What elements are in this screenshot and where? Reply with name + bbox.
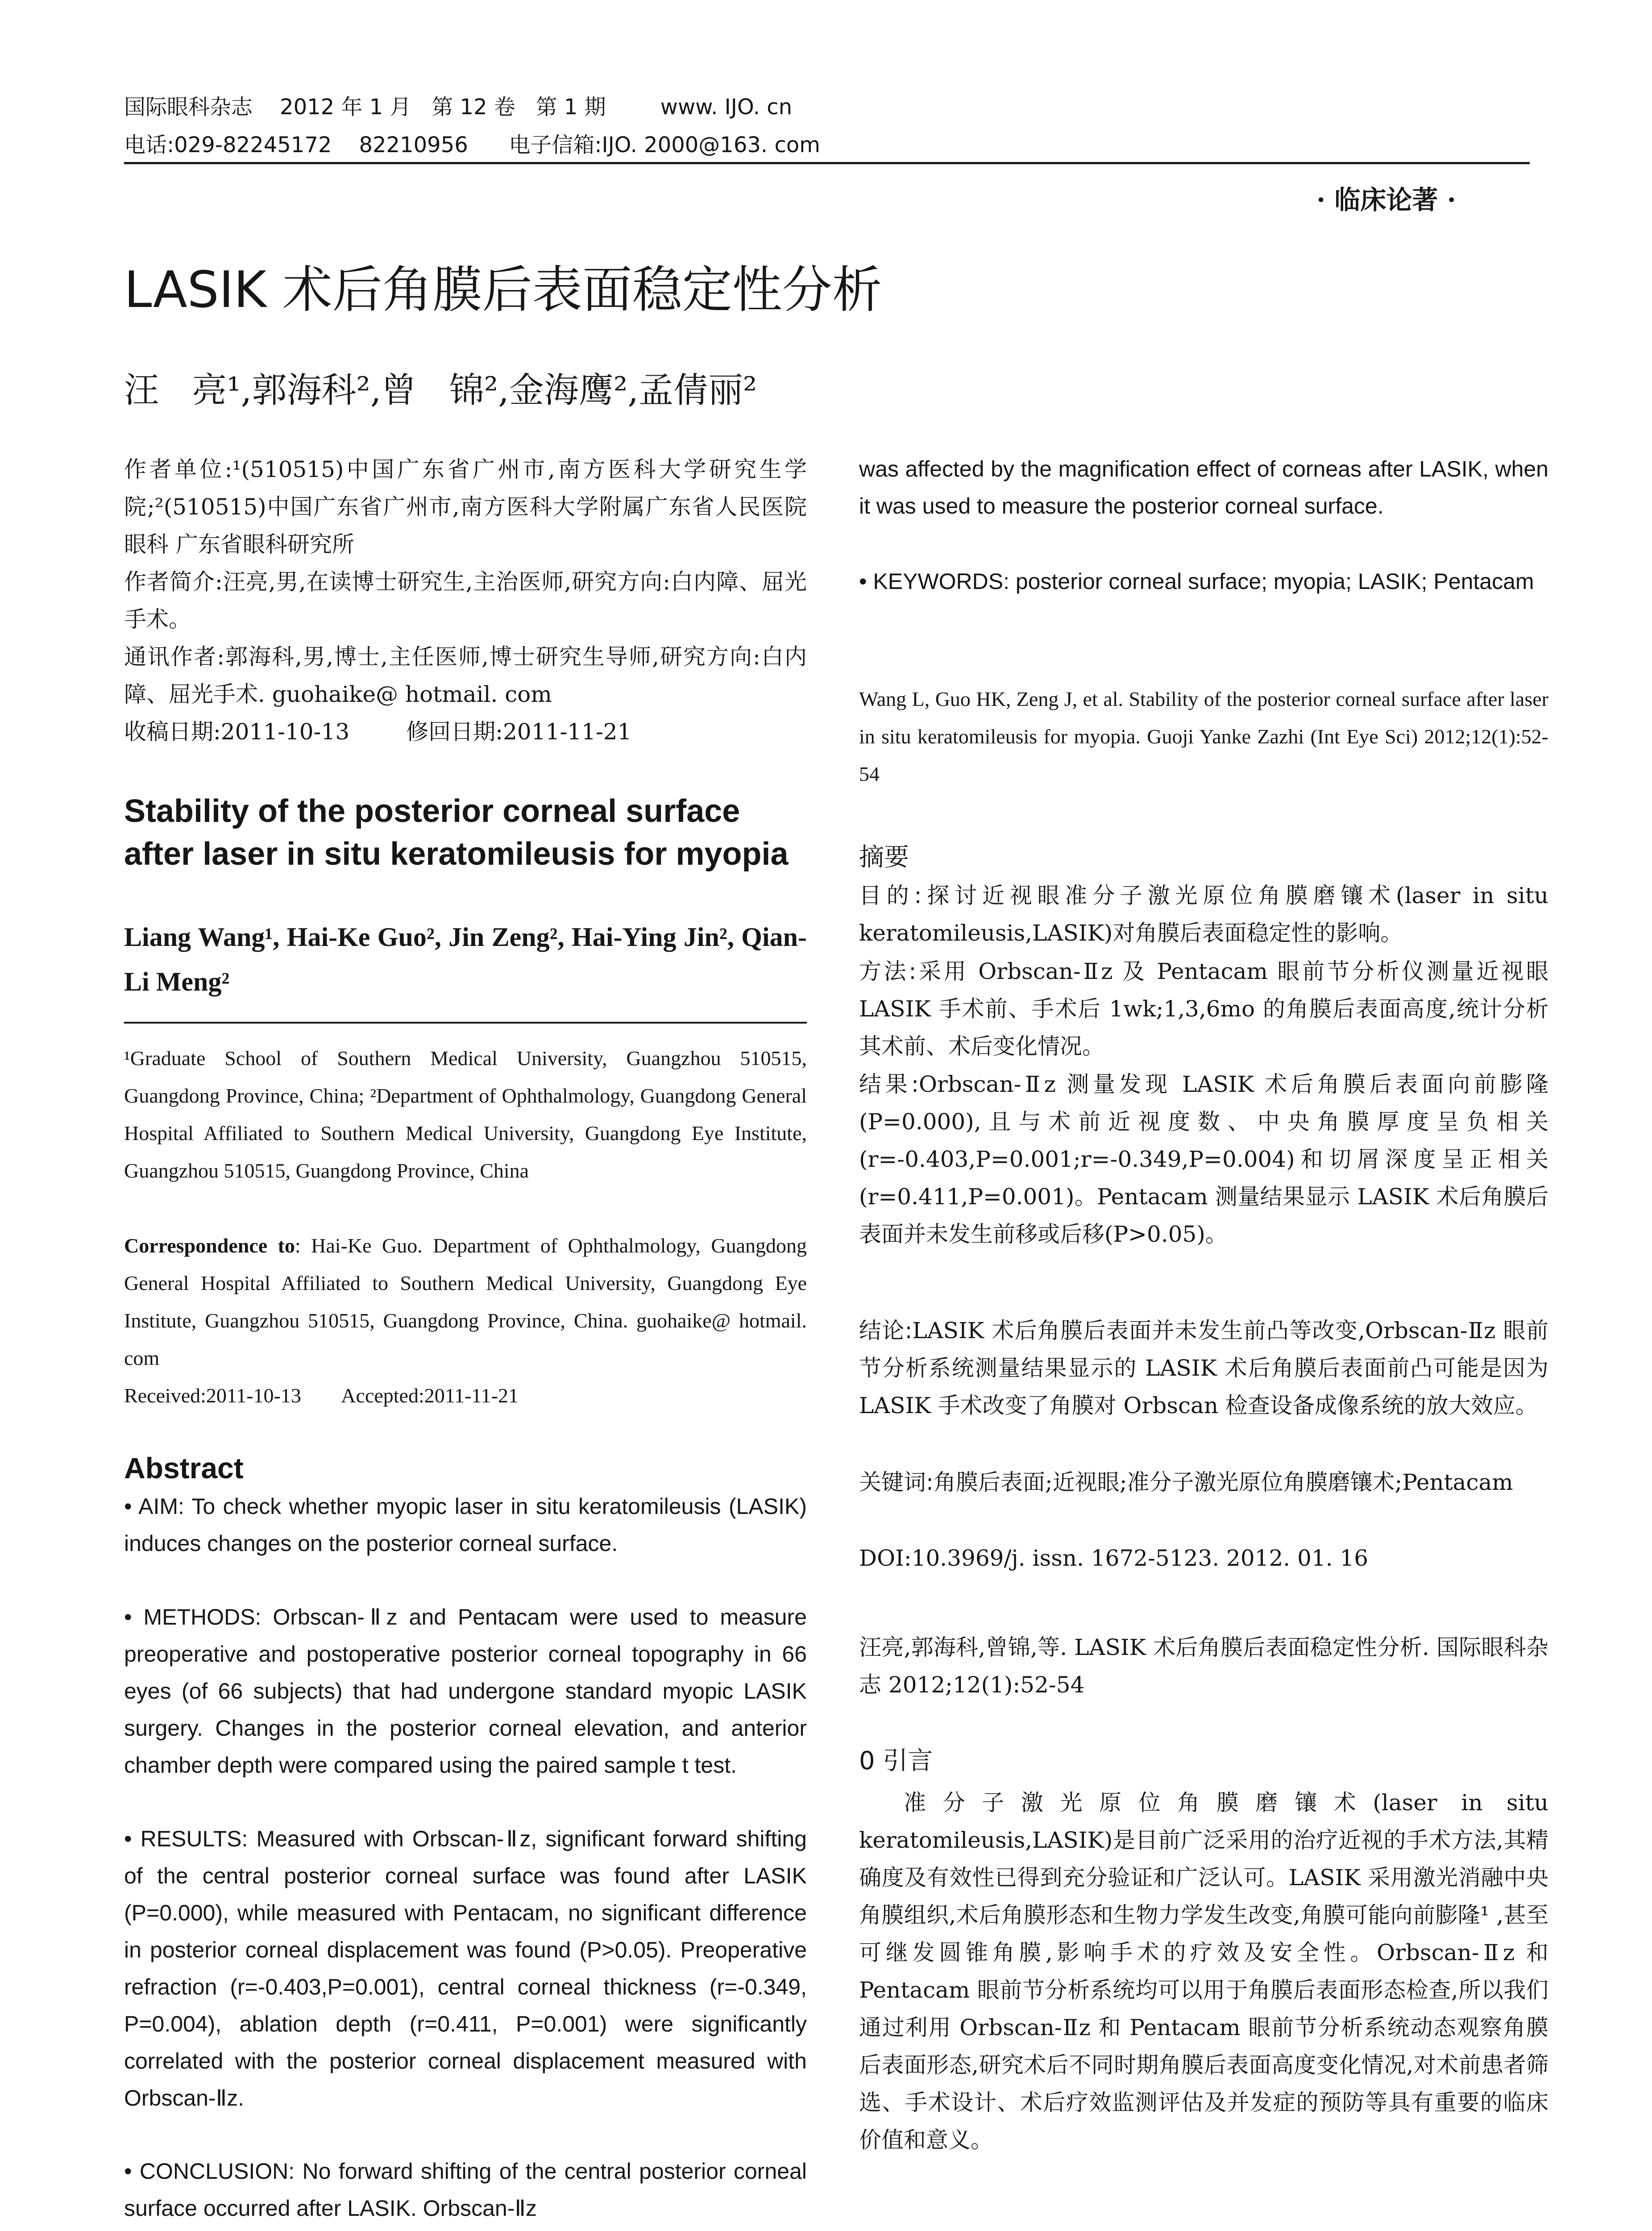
abstract-cn-aim: [859, 877, 1548, 952]
affiliation-cn: 作者单位:¹(510515)中国广东省广州市,南方医科大学研究生学院;²(510515)中国广东省广州市,南方医科大学附属广东省人民医院眼科 广东省眼科研究所: [124, 456, 807, 557]
keywords-label: 关键词:: [859, 1469, 934, 1495]
article-title-cn: LASIK 术后角膜后表面稳定性分析: [124, 261, 882, 319]
dates-cn: 收稿日期:2011-10-13 修回日期:2011-11-21: [124, 719, 632, 745]
abstract-heading: Abstract: [124, 1451, 244, 1485]
conclusion-label: 结论:: [859, 1318, 913, 1344]
abstract-cn-methods: [859, 953, 1548, 1065]
methods-label: 方法:: [859, 958, 917, 984]
citation-en: Wang L, Guo HK, Zeng J, et al. Stability of the posterior corneal surface after laser in situ keratomileusis for myopia. Guoji Yanke Zazhi (Int Eye Sci) 2012;12(1):52-54: [859, 688, 1548, 785]
keywords-text: 角膜后表面;近视眼;准分子激光原位角膜磨镶术;Pentacam: [933, 1469, 1513, 1495]
aim-label: 目的:: [859, 883, 922, 908]
journal-header-line1: 国际眼科杂志 2012 年 1 月 第 12 卷 第 1 期 www. IJO. cn: [124, 95, 793, 120]
correspondence: [124, 1227, 807, 1377]
article-title-en: Stability of the posterior corneal surface after laser in situ keratomileusis for myopia: [124, 793, 789, 872]
abstract-conclusion-part2: was affected by the magnification effect of corneas after LASIK, when it was used to measure the posterior corneal surface.: [859, 456, 1548, 518]
abstract-cn-results: [859, 1066, 1548, 1253]
doi: DOI:10.3969/j. issn. 1672-5123. 2012. 01. 16: [859, 1545, 1369, 1571]
abstract-keywords: • KEYWORDS: posterior corneal surface; myopia; LASIK; Pentacam: [859, 569, 1534, 594]
intro-text: 准分子激光原位角膜磨镶术(laser in situ keratomileusis,LASIK)是目前广泛采用的治疗近视的手术方法,其精确度及有效性已得到充分验证和广泛认可。LASIK 采用激光消融中央角膜组织,术后角膜形态和生物力学发生改变,角膜可能向前膨隆¹ ,甚至可继发圆锥角膜,影响手术的疗效及安全性。Orbscan-Ⅱz 和 Pentacam 眼前节分析系统均可以用于角膜后表面形态检查,所以我们通过利用 Orbscan-Ⅱz 和 Pentacam 眼前节分析系统动态观察角膜后表面形态,研究术后不同时期角膜后表面高度变化情况,对术前患者筛选、手术设计、术后疗效监测评估及并发症的预防等具有重要的临床价值和意义。: [859, 1790, 1548, 2153]
abstract-cn-keywords: [859, 1464, 1548, 1501]
journal-header-line2: 电话:029-82245172 82210956 电子信箱:IJO. 2000@163. com: [124, 133, 820, 158]
article-category: · 临床论著 ·: [1316, 185, 1456, 215]
abstract-cn-heading: 摘要: [859, 843, 909, 872]
abstract-results: • RESULTS: Measured with Orbscan-Ⅱz, significant forward shifting of the central posterior corneal surface was found after LASIK (P=0.000), while measured with Pentacam, no significant difference in posterior corneal displacement was found (P>0.05). Preoperative refraction (r=-0.403,P=0.001), central corneal thickness (r=-0.349, P=0.004), ablation depth (r=0.411, P=0.001) were significantly correlated with the posterior corneal displacement measured with Orbscan-Ⅱz.: [124, 1826, 807, 2111]
intro-heading: 0 引言: [859, 1746, 933, 1775]
correspondence-text: : Hai-Ke Guo. Department of Ophthalmology, Guangdong General Hospital Affiliated to Southern Medical University, Guangdong Eye Institute, Guangzhou 510515, Guangdong Province, China. guohaike@ hotmail. com: [124, 1234, 807, 1369]
dates-en: Received:2011-10-13 Accepted:2011-11-21: [124, 1384, 519, 1407]
abstract-methods: • METHODS: Orbscan-Ⅱz and Pentacam were used to measure preoperative and postoperative posterior corneal topography in 66 eyes (of 66 subjects) that had undergone standard myopic LASIK surgery. Changes in the posterior corneal elevation, and anterior chamber depth were compared using the paired sample t test.: [124, 1605, 807, 1778]
author-rule: [124, 1022, 807, 1024]
aim-text: 探讨近视眼准分子激光原位角膜磨镶术(laser in situ keratomileusis,LASIK)对角膜后表面稳定性的影响。: [859, 883, 1548, 946]
conclusion-text: LASIK 术后角膜后表面并未发生前凸等改变,Orbscan-Ⅱz 眼前节分析系统测量结果显示的 LASIK 术后角膜后表面前凸可能是因为 LASIK 手术改变了角膜对 Orbscan 检查设备成像系统的放大效应。: [859, 1318, 1548, 1418]
abstract-cn-conclusion: [859, 1312, 1548, 1424]
results-text: Orbscan-Ⅱz 测量发现 LASIK 术后角膜后表面向前膨隆(P=0.000),且与术前近视度数、中央角膜厚度呈负相关(r=-0.403,P=0.001;r=-0.349,P=0.004)和切屑深度呈正相关(r=0.411,P=0.001)。Pentacam 测量结果显示 LASIK 术后角膜后表面并未发生前移或后移(P>0.05)。: [859, 1071, 1548, 1247]
abstract-aim: • AIM: To check whether myopic laser in situ keratomileusis (LASIK) induces changes on the posterior corneal surface.: [124, 1494, 807, 1556]
methods-text: 采用 Orbscan-Ⅱz 及 Pentacam 眼前节分析仪测量近视眼 LASIK 手术前、手术后 1wk;1,3,6mo 的角膜后表面高度,统计分析其术前、术后变化情况。: [859, 958, 1548, 1059]
correspondence-label: Correspondence to: [124, 1234, 295, 1257]
header-rule: [124, 162, 1530, 164]
citation-cn: 汪亮,郭海科,曾锦,等. LASIK 术后角膜后表面稳定性分析. 国际眼科杂志 2012;12(1):52-54: [859, 1634, 1548, 1698]
authors-cn: 汪 亮¹,郭海科²,曾 锦²,金海鹰²,孟倩丽²: [124, 370, 757, 411]
author-bio-cn: 作者简介:汪亮,男,在读博士研究生,主治医师,研究方向:白内障、屈光手术。: [124, 569, 807, 632]
authors-en: Liang Wang¹, Hai-Ke Guo², Jin Zeng², Hai-Ying Jin², Qian-Li Meng²: [124, 922, 807, 996]
abstract-conclusion-part1: • CONCLUSION: No forward shifting of the central posterior corneal surface occurred after LASIK. Orbscan-Ⅱz: [124, 2159, 807, 2221]
results-label: 结果:: [859, 1071, 919, 1097]
corresponding-author-cn: 通讯作者:郭海科,男,博士,主任医师,博士研究生导师,研究方向:白内障、屈光手术. guohaike@ hotmail. com: [124, 644, 807, 707]
affiliation-en: ¹Graduate School of Southern Medical University, Guangzhou 510515, Guangdong Province, China; ²Department of Ophthalmology, Guangdong General Hospital Affiliated to Southern Medical University, Guangdong Eye Institute, Guangzhou 510515, Guangdong Province, China: [124, 1047, 807, 1182]
